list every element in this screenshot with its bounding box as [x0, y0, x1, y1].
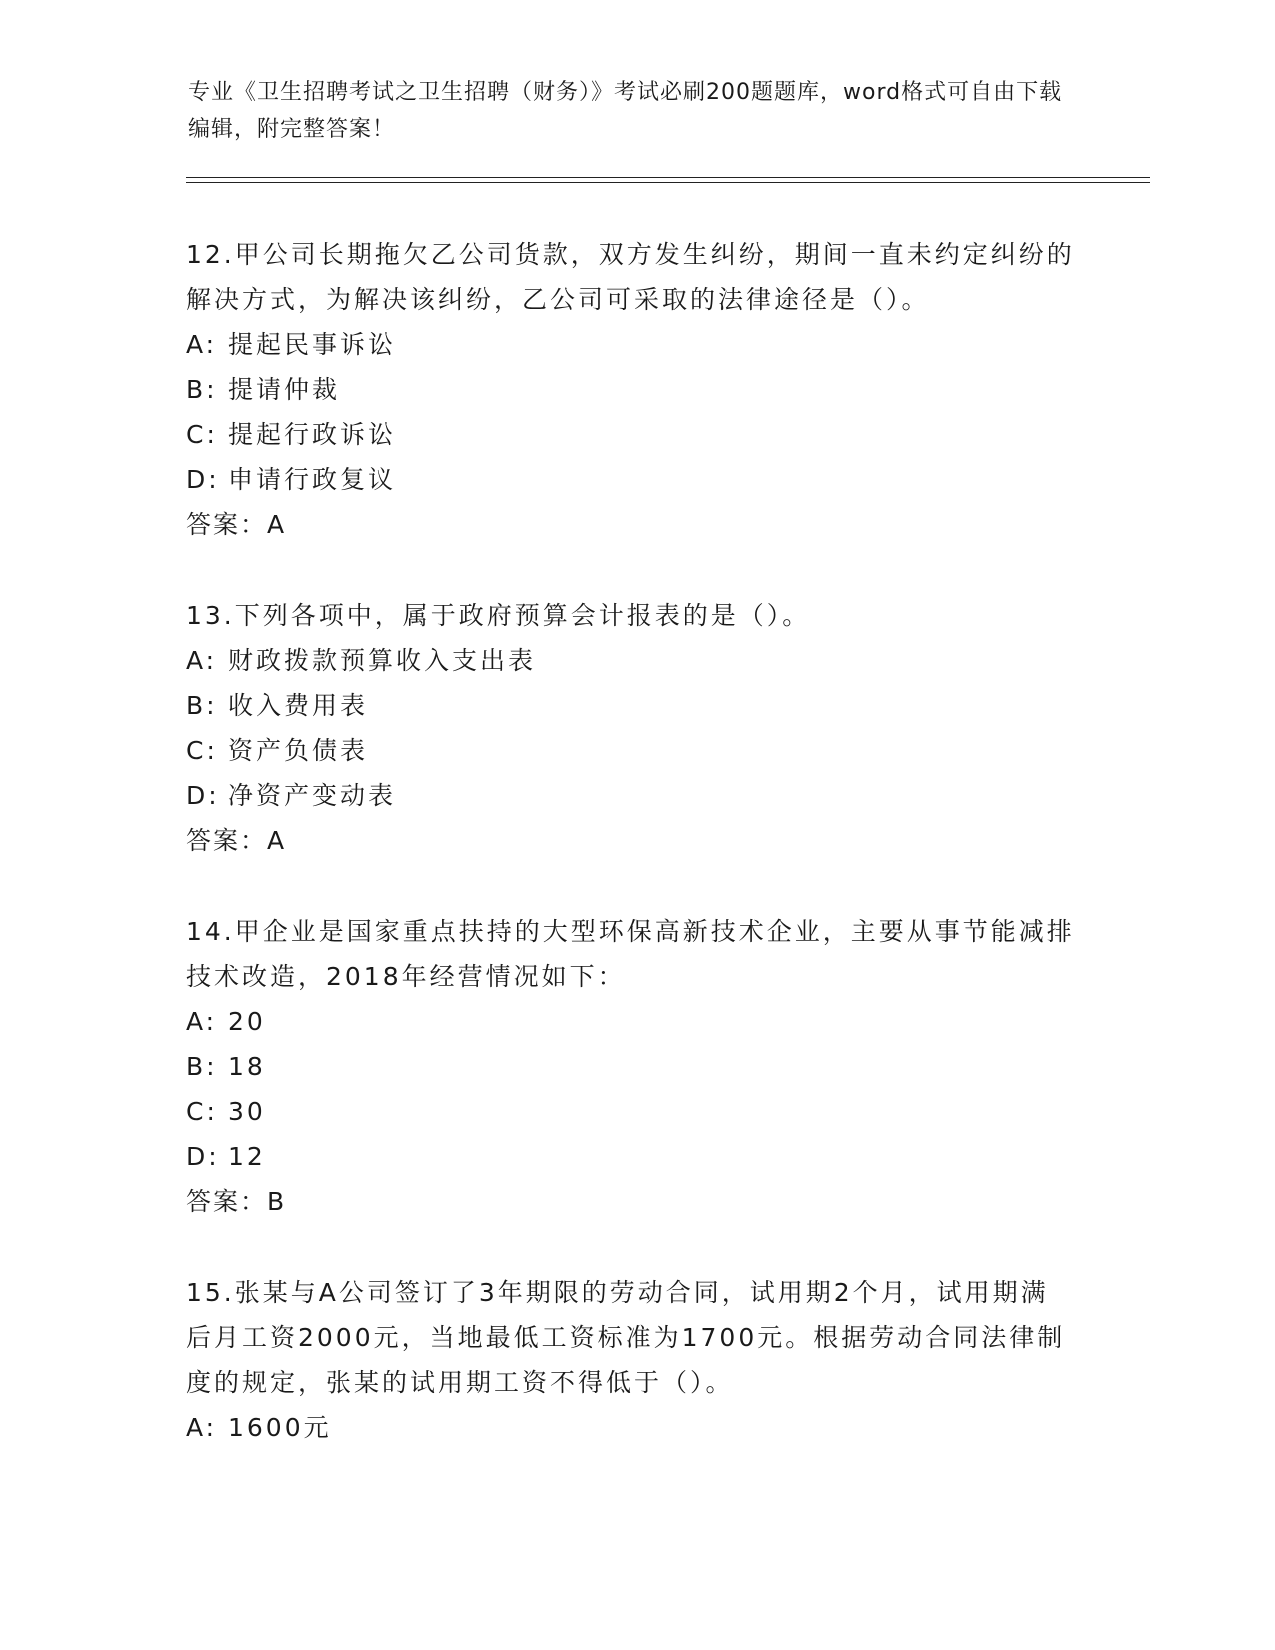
option-text: 提请仲裁	[228, 375, 341, 404]
option-letter: B:	[186, 691, 218, 720]
option-c	[186, 728, 1076, 773]
option-letter: D:	[186, 1142, 220, 1171]
option-c	[186, 1089, 1076, 1134]
option-text: 财政拨款预算收入支出表	[228, 646, 537, 675]
option-text: 12	[228, 1142, 266, 1171]
option-letter: C:	[186, 736, 218, 765]
question-13	[186, 593, 1076, 863]
option-text: 18	[228, 1052, 266, 1081]
question-stem: 15.张某与A公司签订了3年期限的劳动合同，试用期2个月，试用期满后月工资2000元，当地最低工资标准为1700元。根据劳动合同法律制度的规定，张某的试用期工资不得低于（）。	[186, 1278, 1066, 1397]
question-stem: 12.甲公司长期拖欠乙公司货款，双方发生纠纷，期间一直未约定纠纷的解决方式，为解决该纠纷，乙公司可采取的法律途径是（）。	[186, 240, 1075, 314]
option-text: 1600元	[228, 1413, 332, 1442]
option-letter: D:	[186, 465, 220, 494]
option-b	[186, 683, 1076, 728]
option-text: 提起行政诉讼	[228, 420, 397, 449]
option-letter: A:	[186, 646, 218, 675]
option-a	[186, 322, 1076, 367]
header-text: 专业《卫生招聘考试之卫生招聘（财务）》考试必刷200题题库，word格式可自由下载编辑，附完整答案！	[188, 80, 1063, 142]
option-b	[186, 1044, 1076, 1089]
option-b	[186, 367, 1076, 412]
answer-line: 答案：B	[186, 1187, 287, 1216]
option-a	[186, 999, 1076, 1044]
option-letter: A:	[186, 1007, 218, 1036]
option-letter: A:	[186, 330, 218, 359]
option-d	[186, 773, 1076, 818]
question-list	[186, 232, 1076, 1496]
option-a	[186, 638, 1076, 683]
question-12	[186, 232, 1076, 547]
option-text: 净资产变动表	[228, 781, 397, 810]
option-letter: B:	[186, 375, 218, 404]
option-text: 申请行政复议	[228, 465, 397, 494]
option-c	[186, 412, 1076, 457]
option-d	[186, 1134, 1076, 1179]
option-text: 资产负债表	[228, 736, 369, 765]
option-text: 20	[228, 1007, 266, 1036]
question-14	[186, 909, 1076, 1224]
option-a	[186, 1405, 1076, 1450]
option-text: 提起民事诉讼	[228, 330, 397, 359]
option-letter: B:	[186, 1052, 218, 1081]
question-stem: 13.下列各项中，属于政府预算会计报表的是（）。	[186, 601, 811, 630]
option-letter: D:	[186, 781, 220, 810]
option-text: 收入费用表	[228, 691, 369, 720]
answer-line: 答案：A	[186, 826, 287, 855]
option-text: 30	[228, 1097, 266, 1126]
header-divider-bottom	[186, 182, 1150, 183]
question-stem: 14.甲企业是国家重点扶持的大型环保高新技术企业，主要从事节能减排技术改造，2018年经营情况如下：	[186, 917, 1075, 991]
option-letter: C:	[186, 420, 218, 449]
document-header	[188, 74, 1068, 148]
option-letter: C:	[186, 1097, 218, 1126]
header-divider-top	[186, 177, 1150, 178]
answer-line: 答案：A	[186, 510, 287, 539]
option-letter: A:	[186, 1413, 218, 1442]
question-15	[186, 1270, 1076, 1450]
option-d	[186, 457, 1076, 502]
